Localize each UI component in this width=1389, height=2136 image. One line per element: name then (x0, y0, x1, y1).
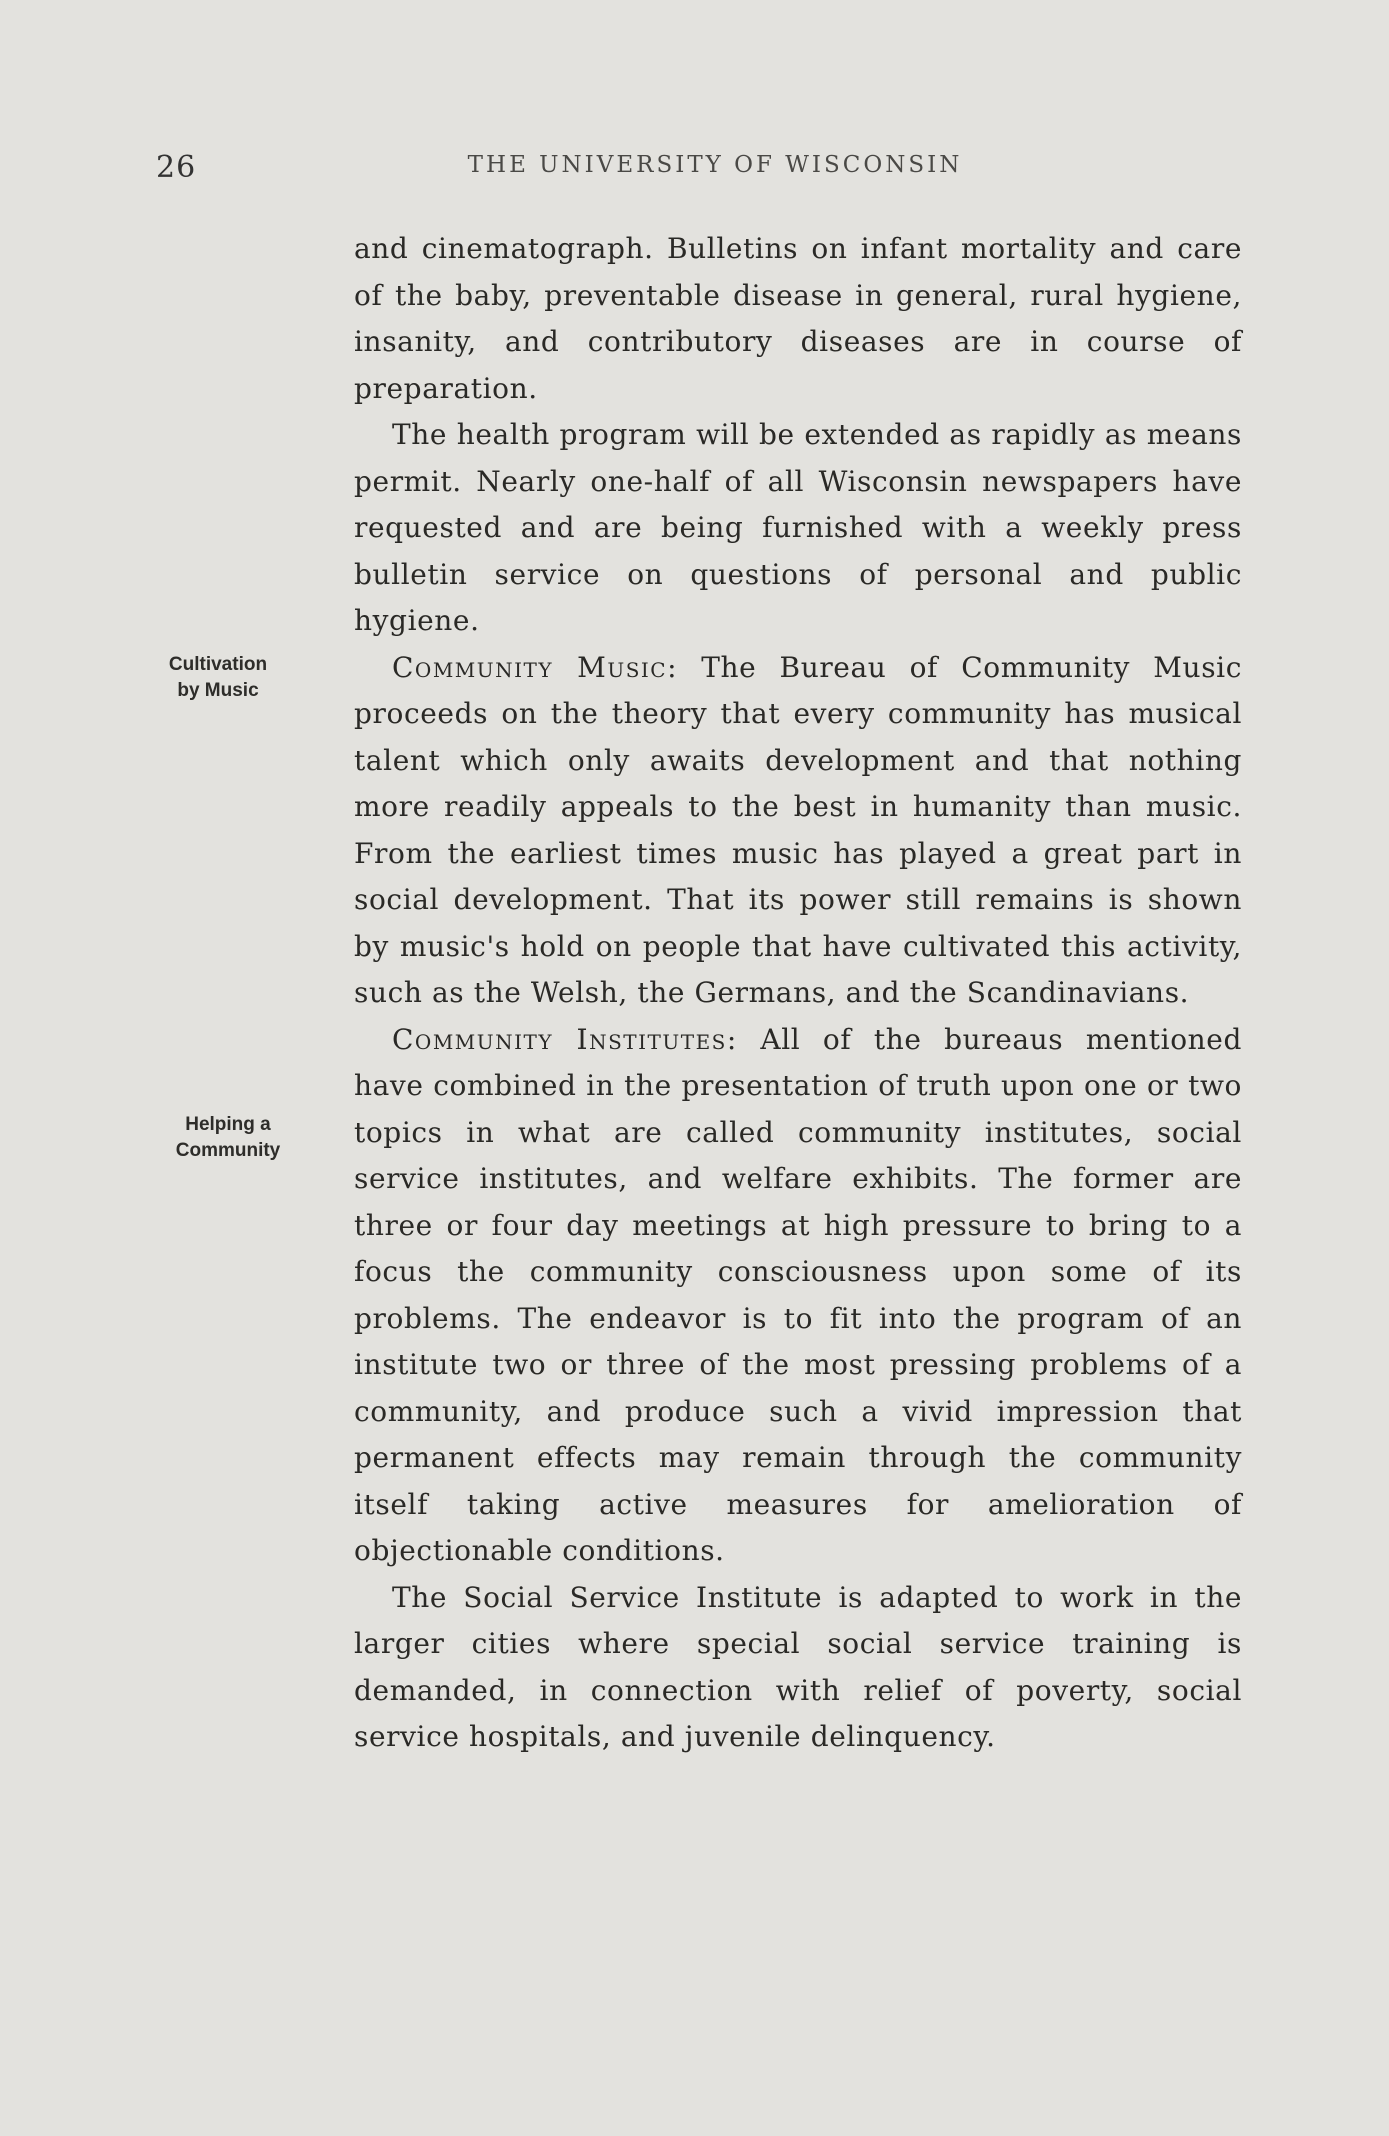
margin-note-line: by Music (177, 680, 259, 701)
margin-note-line: Community (175, 1140, 281, 1161)
page-number: 26 (156, 150, 197, 185)
paragraph-cinematograph: and cinematograph. Bulletins on infant mortality and care of the baby, preventable disease in general, rural hygiene, insanity, and contributory diseases are in course of preparation. (354, 232, 1242, 405)
community-music-heading: Community Music: (392, 650, 679, 684)
paragraph-health-program: The health program will be extended as rapidly as means permit. Nearly one-half of all Wisconsin newspapers have requested and are being furnished with a weekly press bulletin service on questions of personal and public hygiene. (354, 418, 1242, 637)
margin-note-line: Cultivation (168, 654, 268, 675)
community-music-body: The Bureau of Community Music proceeds on the theory that every community has musical talent which only awaits development and that nothing more readily appeals to the best in humanity than music. From the earliest times music has played a great part in social development. That its power still remains is shown by music's hold on people that have cultivated this activity, such as the Welsh, the Germans, and the Scandinavians. (354, 650, 1242, 1009)
paragraph-community-music (354, 645, 1242, 1017)
margin-note-line: Helping a (185, 1114, 271, 1135)
body-text (354, 226, 1242, 1761)
margin-note-music (128, 652, 308, 704)
community-institutes-heading: Community Institutes: (392, 1022, 738, 1056)
running-head: THE UNIVERSITY OF WISCONSIN (467, 152, 963, 178)
paragraph-community-institutes (354, 1017, 1242, 1575)
paragraph-social-service: The Social Service Institute is adapted to work in the larger cities where special social service training is demanded, in connection with relief of poverty, social service hospitals, and juvenile delinquency. (354, 1580, 1242, 1753)
community-institutes-body: All of the bureaus mentioned have combined in the presentation of truth upon one or two topics in what are called community institutes, social service institutes, and welfare exhibits. The former are three or four day meetings at high pressure to bring to a focus the community consciousness upon some of its problems. The endeavor is to fit into the program of an institute two or three of the most pressing problems of a community, and produce such a vivid impression that permanent effects may remain through the community itself taking active measures for amelioration of objectionable conditions. (354, 1022, 1242, 1567)
margin-note-community (138, 1112, 318, 1164)
